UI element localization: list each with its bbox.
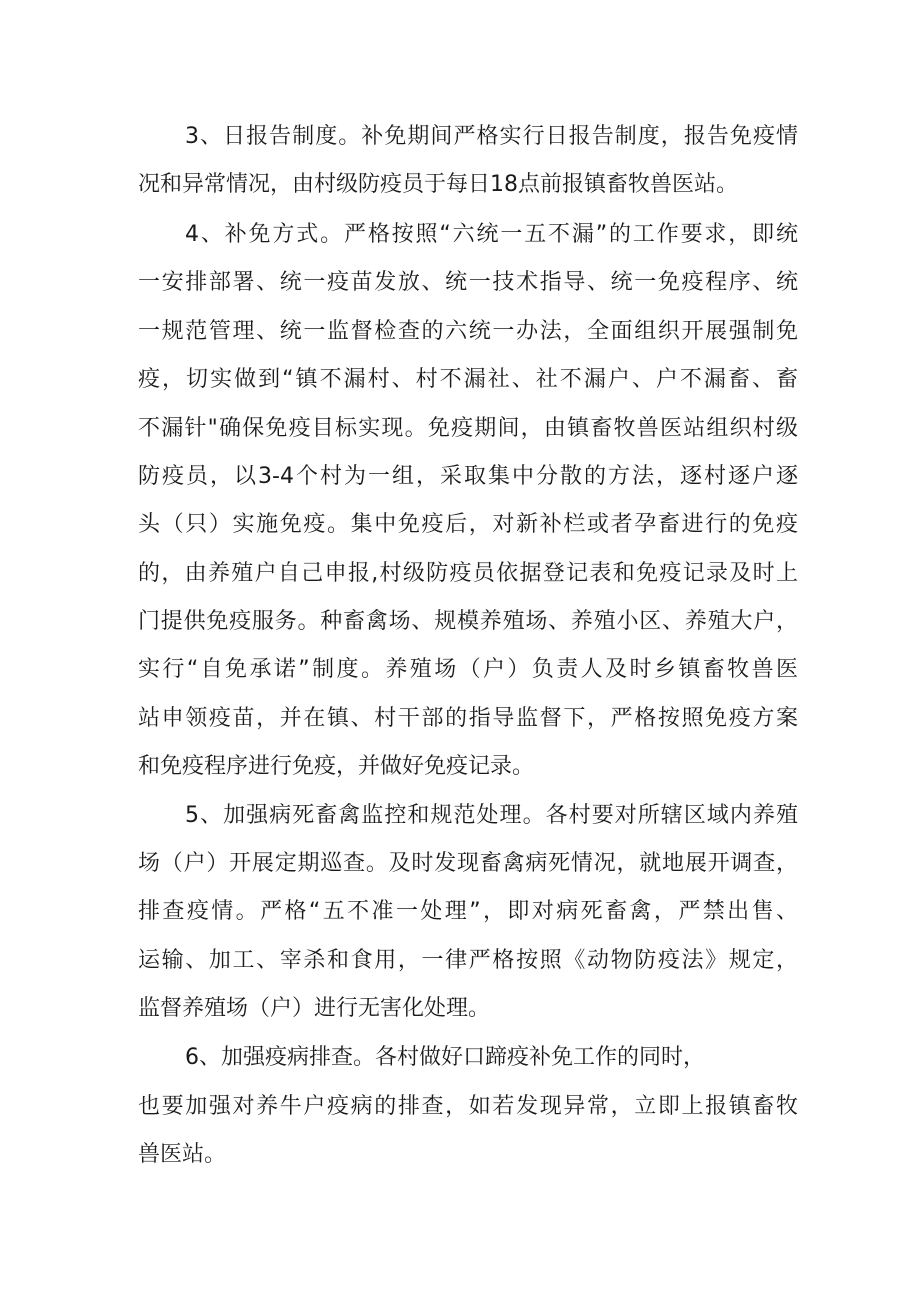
paragraph-4-line-9: 门提供免疫服务。种畜禽场、规模养殖场、养殖小区、养殖大户， — [138, 609, 798, 634]
paragraph-6-line-1: 6、加强疫病排查。各村做好口蹄疫补免工作的同时， — [185, 1045, 705, 1070]
paragraph-3-line-1: 3、日报告制度。补免期间严格实行日报告制度，报告免疫情 — [185, 124, 798, 149]
paragraph-4-line-5: 不漏针"确保免疫目标实现。免疫期间，由镇畜牧兽医站组织村级 — [138, 416, 798, 441]
paragraph-6-line-3: 兽医站。 — [138, 1142, 227, 1167]
paragraph-4-line-11: 站申领疫苗，并在镇、村干部的指导监督下，严格按照免疫方案 — [138, 706, 798, 731]
paragraph-4-line-8: 的，由养殖户自己申报,村级防疫员依据登记表和免疫记录及时上 — [138, 561, 798, 586]
paragraph-3-line-2: 况和异常情况，由村级防疫员于每日18点前报镇畜牧兽医站。 — [138, 172, 738, 197]
paragraph-4-line-7: 头（只）实施免疫。集中免疫后，对新补栏或者孕畜进行的免疫 — [138, 512, 798, 537]
paragraph-5-line-2: 场（户）开展定期巡查。及时发现畜禽病死情况，就地展开调查， — [138, 851, 798, 876]
paragraph-6-line-2: 也要加强对养牛户疫病的排查，如若发现异常，立即上报镇畜牧 — [138, 1094, 798, 1119]
paragraph-4-line-2: 一安排部署、统一疫苗发放、统一技术指导、统一免疫程序、统 — [138, 270, 798, 295]
paragraph-5-line-3: 排查疫情。严格“五不准一处理”，即对病死畜禽，严禁出售、 — [138, 899, 798, 924]
paragraph-4-line-3: 一规范管理、统一监督检查的六统一办法，全面组织开展强制免 — [138, 319, 798, 344]
paragraph-4-line-4: 疫，切实做到“镇不漏村、村不漏社、社不漏户、户不漏畜、畜 — [138, 367, 798, 392]
paragraph-5-line-4: 运输、加工、宰杀和食用，一律严格按照《动物防疫法》规定， — [138, 948, 798, 973]
paragraph-4-line-12: 和免疫程序进行免疫，并做好免疫记录。 — [138, 754, 535, 779]
paragraph-4-line-10: 实行“自免承诺”制度。养殖场（户）负责人及时乡镇畜牧兽医 — [138, 657, 798, 682]
paragraph-5-line-5: 监督养殖场（户）进行无害化处理。 — [138, 996, 491, 1021]
paragraph-5-line-1: 5、加强病死畜禽监控和规范处理。各村要对所辖区域内养殖 — [185, 803, 798, 828]
paragraph-4-line-1: 4、补免方式。严格按照“六统一五不漏”的工作要求，即统 — [185, 222, 798, 247]
paragraph-4-line-6: 防疫员，以3-4个村为一组，采取集中分散的方法，逐村逐户逐 — [138, 464, 798, 489]
